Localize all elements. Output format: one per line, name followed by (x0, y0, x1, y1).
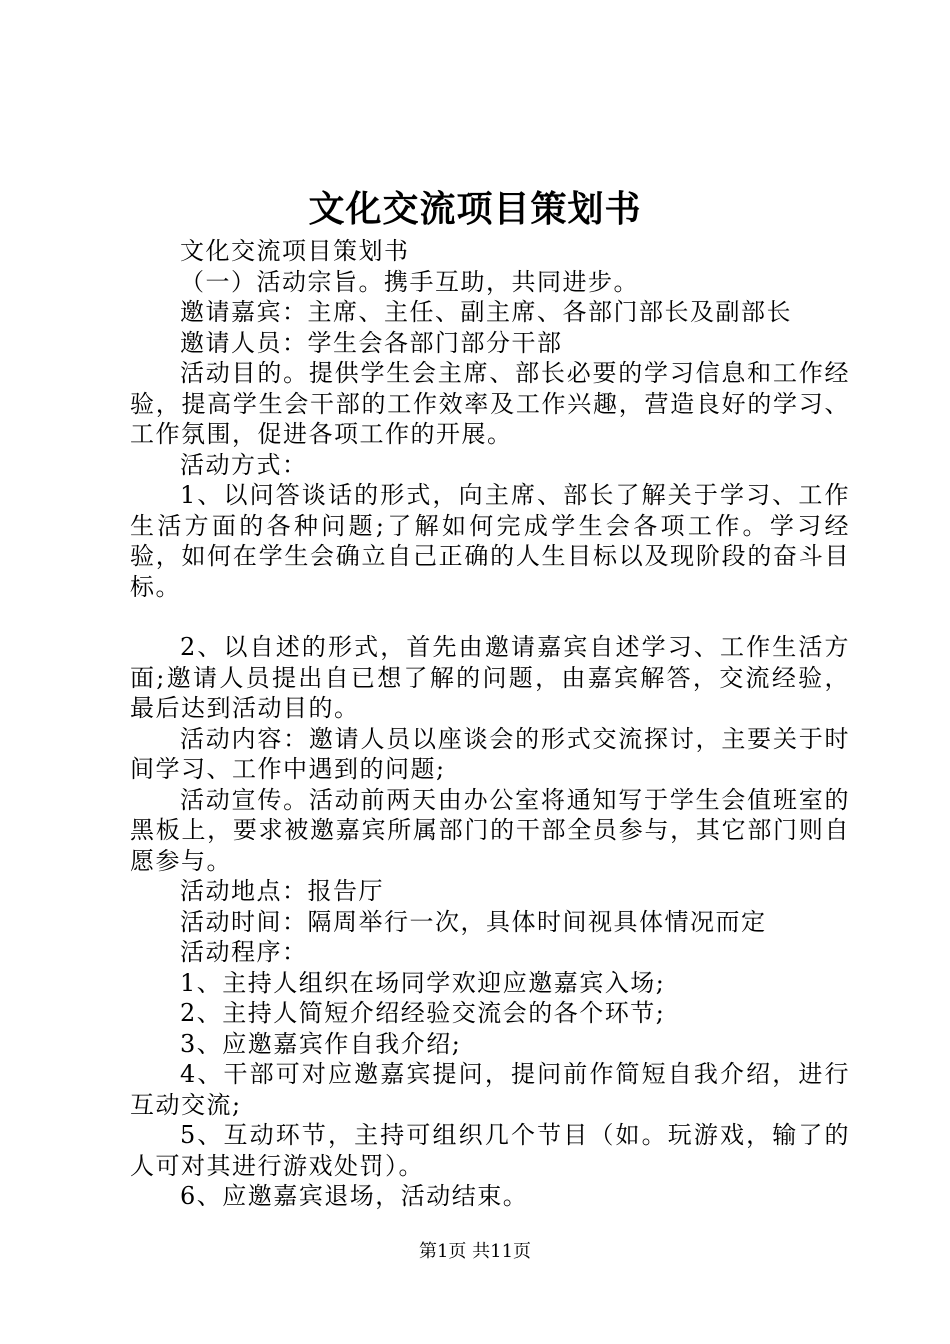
activity-purpose: （一）活动宗旨。携手互助，共同进步。 (180, 267, 639, 296)
page-number-footer: 第1页 共11页 (418, 1241, 532, 1262)
paragraph-gap (130, 602, 850, 632)
procedure-step-1: 1、主持人组织在场同学欢迎应邀嘉宾入场; (180, 968, 666, 997)
invited-staff: 邀请人员：学生会各部门部分干部 (180, 328, 563, 357)
procedure-step-6: 6、应邀嘉宾退场，活动结束。 (180, 1182, 529, 1210)
method-item-1: 1、以问答谈话的形式，向主席、部长了解关于学习、工作生活方面的各种问题;了解如何完成学生会各项工作。学习经验，如何在学生会确立自己正确的人生目标以及现阶段的奋斗目标。 (130, 481, 850, 601)
activity-time: 活动时间：隔周举行一次，具体时间视具体情况而定 (180, 907, 767, 936)
activity-publicity: 活动宣传。活动前两天由办公室将通知写于学生会值班室的黑板上，要求被邀嘉宾所属部门的干部全员参与，其它部门则自愿参与。 (130, 785, 850, 875)
activity-method-heading: 活动方式： (180, 450, 308, 479)
method-item-2: 2、以自述的形式，首先由邀请嘉宾自述学习、工作生活方面;邀请人员提出自已想了解的问题，由嘉宾解答，交流经验，最后达到活动目的。 (130, 633, 850, 722)
procedure-step-4: 4、干部可对应邀嘉宾提问，提问前作简短自我介绍，进行互动交流; (130, 1060, 850, 1119)
procedure-step-2: 2、主持人简短介绍经验交流会的各个环节; (180, 999, 666, 1027)
page-title: 文化交流项目策划书 (308, 188, 642, 230)
procedure-heading: 活动程序： (180, 938, 308, 966)
activity-content: 活动内容：邀请人员以座谈会的形式交流探讨，主要关于时间学习、工作中遇到的问题; (130, 724, 850, 783)
doc-heading-repeat: 文化交流项目策划书 (180, 237, 410, 265)
procedure-step-3: 3、应邀嘉宾作自我介绍; (180, 1029, 462, 1058)
activity-goal: 活动目的。提供学生会主席、部长必要的学习信息和工作经验，提高学生会干部的工作效率及工作兴趣，营造良好的学习、工作氛围，促进各项工作的开展。 (130, 359, 850, 448)
document-body (130, 236, 850, 1212)
activity-location: 活动地点：报告厅 (180, 877, 384, 905)
procedure-step-5: 5、互动环节，主持可组织几个节目（如。玩游戏，输了的人可对其进行游戏处罚）。 (130, 1121, 850, 1180)
invited-guests: 邀请嘉宾：主席、主任、副主席、各部门部长及副部长 (180, 298, 792, 326)
